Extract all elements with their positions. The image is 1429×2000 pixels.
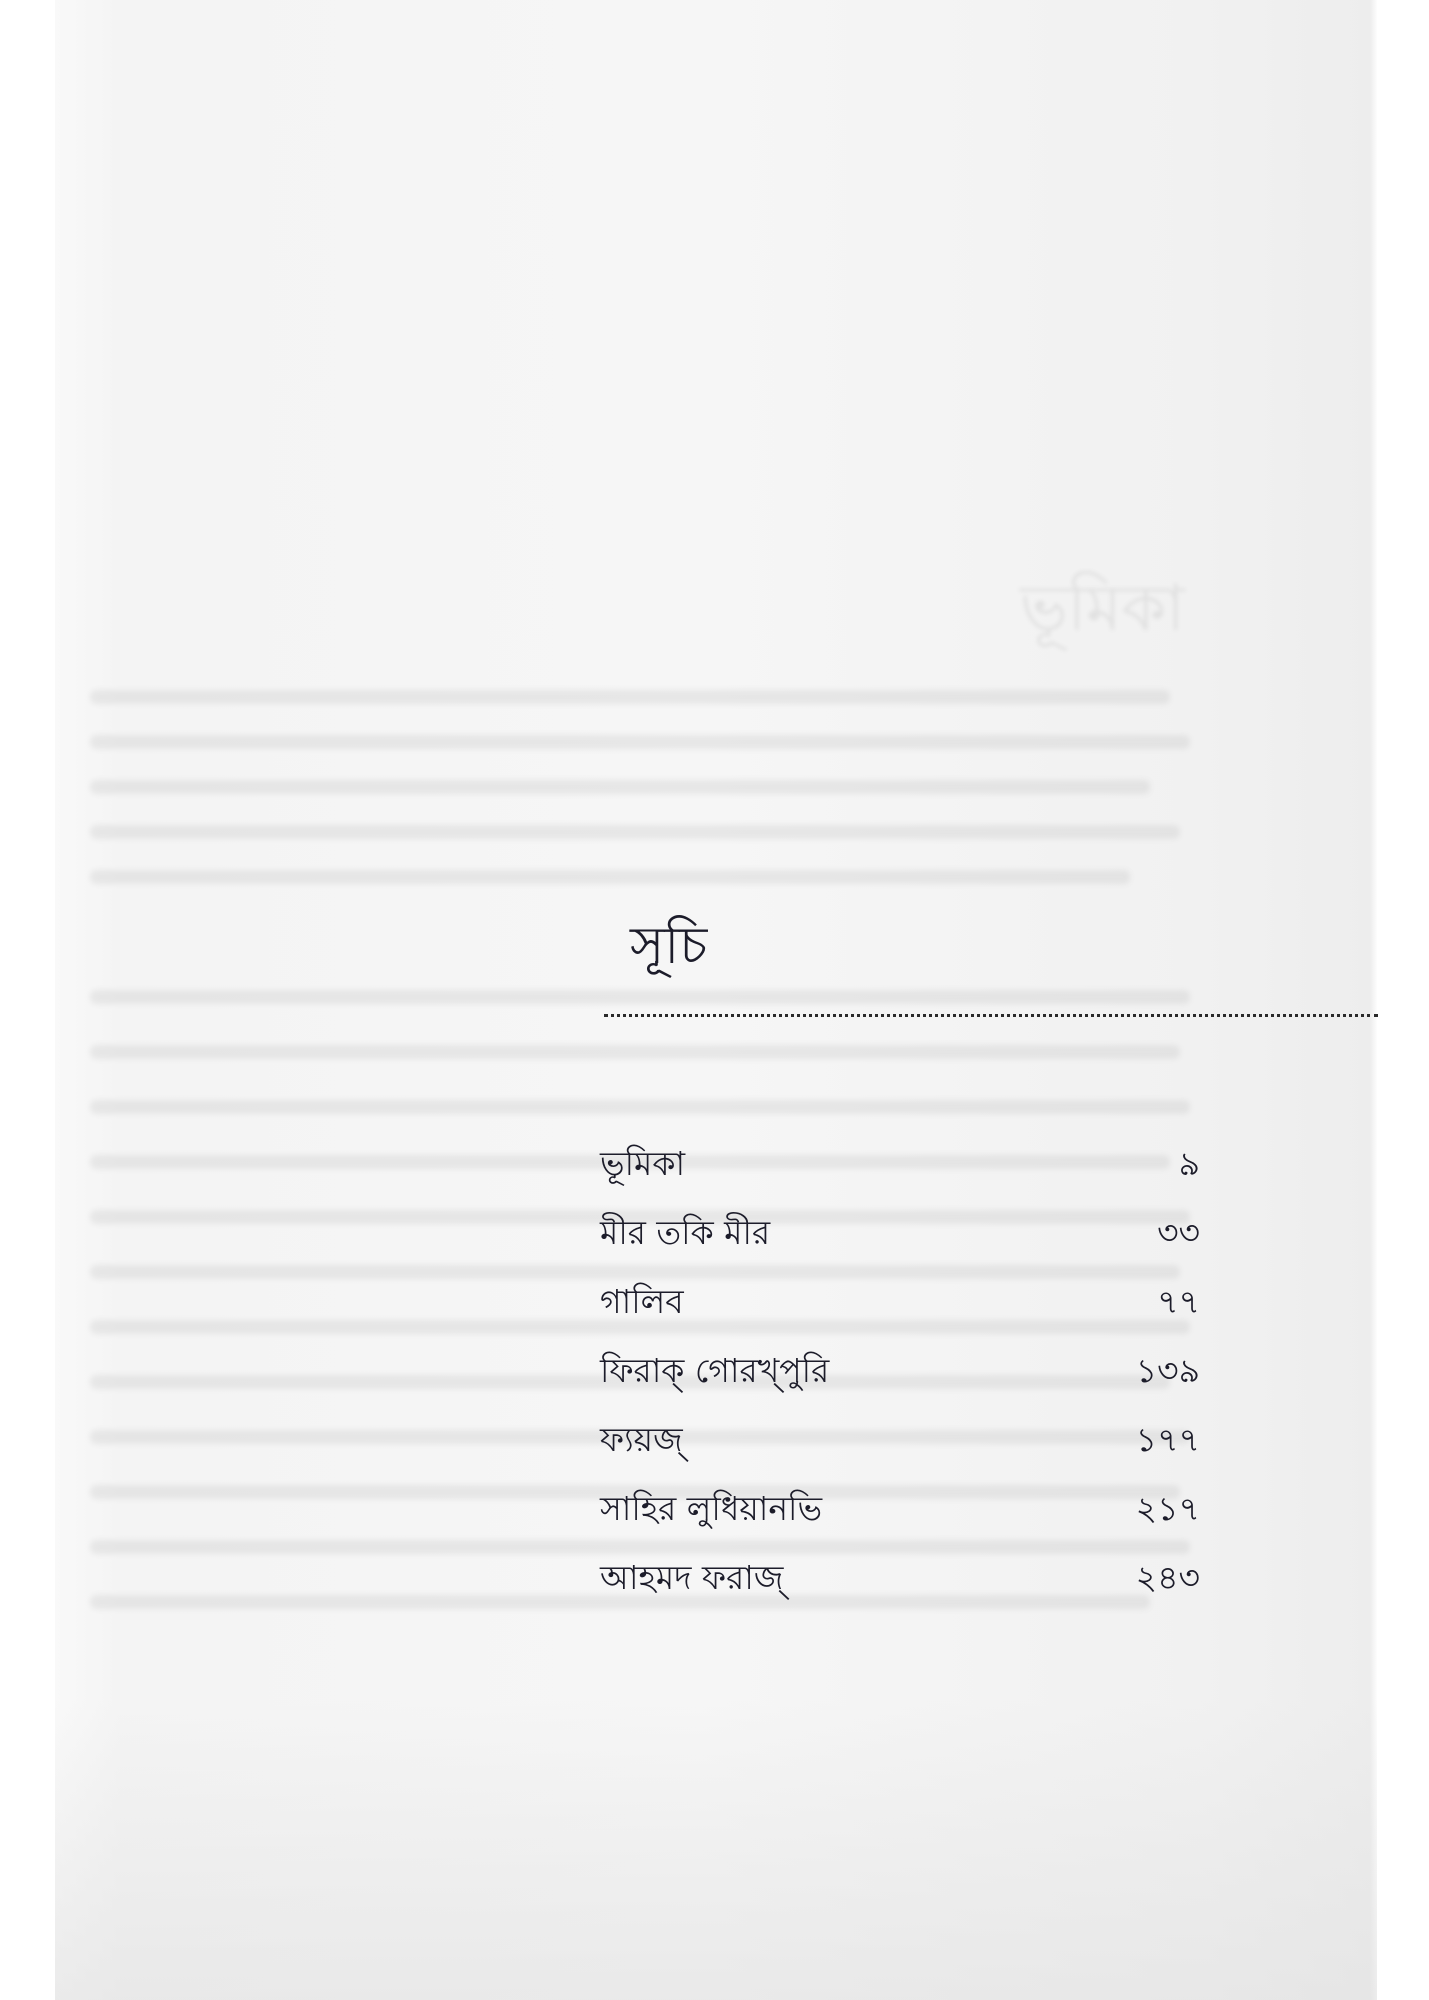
- toc-entry: [600, 1485, 1200, 1554]
- toc-entry: [600, 1278, 1200, 1347]
- toc-entry: [600, 1347, 1200, 1416]
- toc-entry-title: ফিরাক্ গোরখ্পুরি: [600, 1351, 830, 1390]
- toc-entry: [600, 1416, 1200, 1485]
- toc-entry-title: গালিব: [600, 1282, 684, 1321]
- bleed-through-line: [90, 735, 1190, 749]
- bleed-through-line: [90, 870, 1130, 884]
- toc-title: সূচি: [630, 916, 708, 976]
- bleed-through-line: [90, 780, 1150, 794]
- page-margin-left: [0, 0, 55, 2000]
- bleed-through-heading: ভূমিকা: [1020, 572, 1185, 646]
- page-shadow: [55, 1700, 1377, 2000]
- toc-entry: [600, 1209, 1200, 1278]
- page-margin-right: [1377, 0, 1429, 2000]
- bleed-through-line: [90, 990, 1190, 1004]
- toc-entry-page: ২১৭: [1135, 1489, 1200, 1528]
- toc-entry-page: ১৭৭: [1135, 1420, 1200, 1459]
- toc-entry-page: ৭৭: [1157, 1282, 1200, 1321]
- bleed-through-line: [90, 1100, 1190, 1114]
- bleed-through-line: [90, 825, 1180, 839]
- toc-entry-title: ভূমিকা: [600, 1144, 686, 1183]
- toc-entry-page: ৯: [1178, 1144, 1200, 1183]
- toc-dotted-rule: [604, 1014, 1378, 1017]
- toc-entry: [600, 1140, 1200, 1209]
- toc-entry-title: সাহির লুধিয়ানভি: [600, 1489, 823, 1528]
- toc-entry-page: ১৩৯: [1135, 1351, 1200, 1390]
- toc-entry-page: ৩৩: [1157, 1213, 1200, 1252]
- toc-entry: [600, 1554, 1200, 1623]
- toc-list: [600, 1140, 1200, 1623]
- toc-entry-title: ফ্যয়জ্: [600, 1420, 683, 1459]
- bleed-through-line: [90, 1045, 1180, 1059]
- toc-entry-page: ২৪৩: [1135, 1558, 1200, 1597]
- toc-entry-title: মীর তকি মীর: [600, 1213, 771, 1252]
- toc-entry-title: আহমদ ফরাজ্: [600, 1558, 784, 1597]
- bleed-through-line: [90, 690, 1170, 704]
